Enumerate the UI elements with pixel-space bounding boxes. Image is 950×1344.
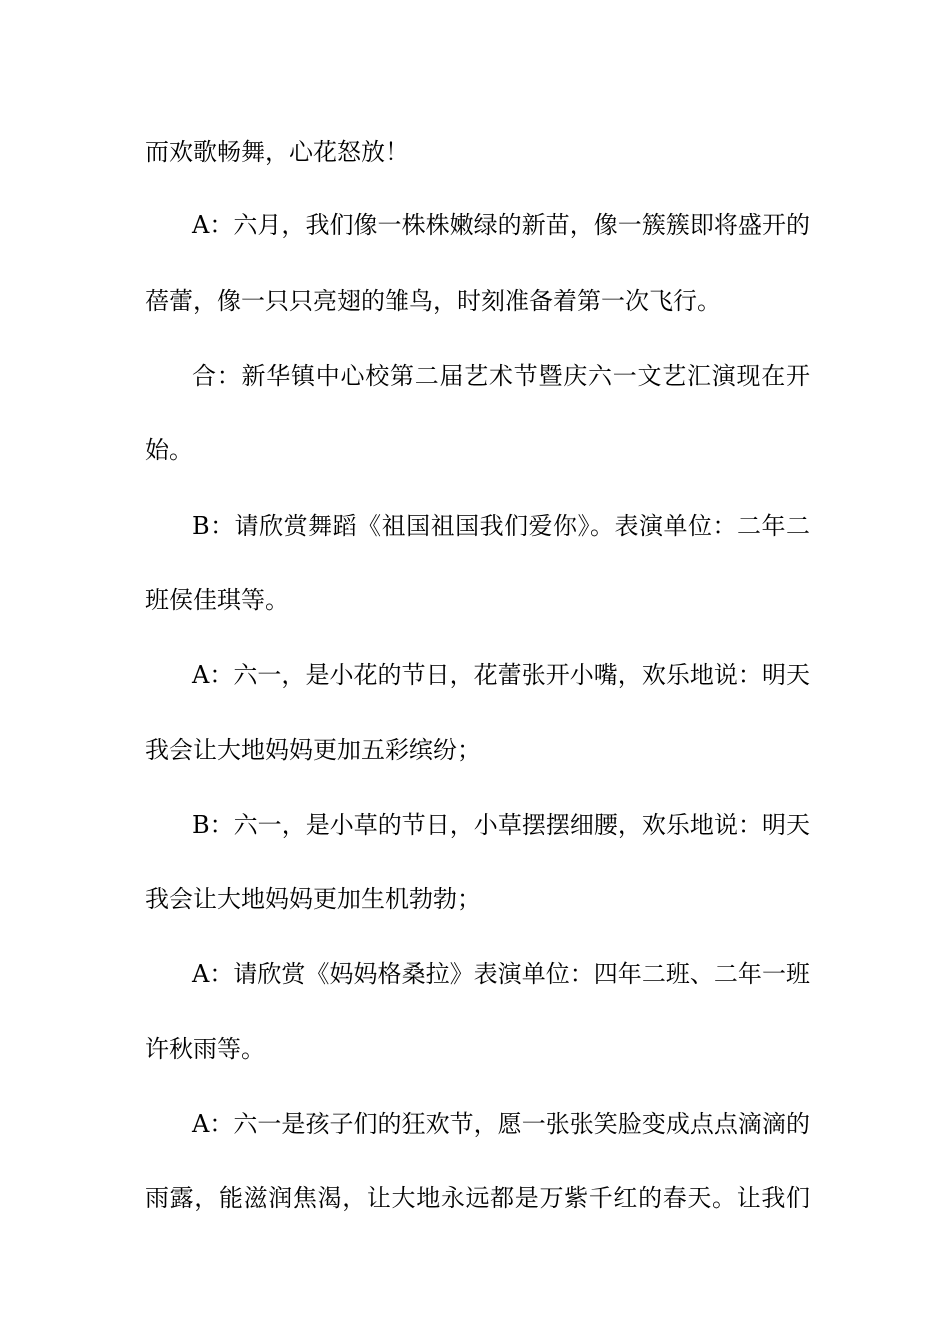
text-line: A：六一是孩子们的狂欢节，愿一张张笑脸变成点点滴滴的 xyxy=(192,1110,810,1138)
text-line: 我会让大地妈妈更加生机勃勃； xyxy=(145,885,481,913)
text-line: B：请欣赏舞蹈《祖国祖国我们爱你》。表演单位：二年二 xyxy=(192,512,810,540)
text-line: 始。 xyxy=(145,436,193,464)
text-line: 合：新华镇中心校第二届艺术节暨庆六一文艺汇演现在开 xyxy=(192,362,810,390)
text-line: 许秋雨等。 xyxy=(145,1035,265,1063)
text-line: 蓓蕾，像一只只亮翅的雏鸟，时刻准备着第一次飞行。 xyxy=(145,287,721,315)
text-line: 班侯佳琪等。 xyxy=(145,586,289,614)
text-line: B：六一，是小草的节日，小草摆摆细腰，欢乐地说：明天 xyxy=(192,811,810,839)
text-line: A：请欣赏《妈妈格桑拉》表演单位：四年二班、二年一班 xyxy=(192,960,810,988)
text-line: A：六月，我们像一株株嫩绿的新苗，像一簇簇即将盛开的 xyxy=(192,211,810,239)
text-line: 而欢歌畅舞，心花怒放！ xyxy=(145,138,409,166)
text-line: 我会让大地妈妈更加五彩缤纷； xyxy=(145,736,481,764)
text-line: 雨露，能滋润焦渴，让大地永远都是万紫千红的春天。让我们 xyxy=(145,1184,810,1212)
text-line: A：六一，是小花的节日，花蕾张开小嘴，欢乐地说：明天 xyxy=(192,661,810,689)
